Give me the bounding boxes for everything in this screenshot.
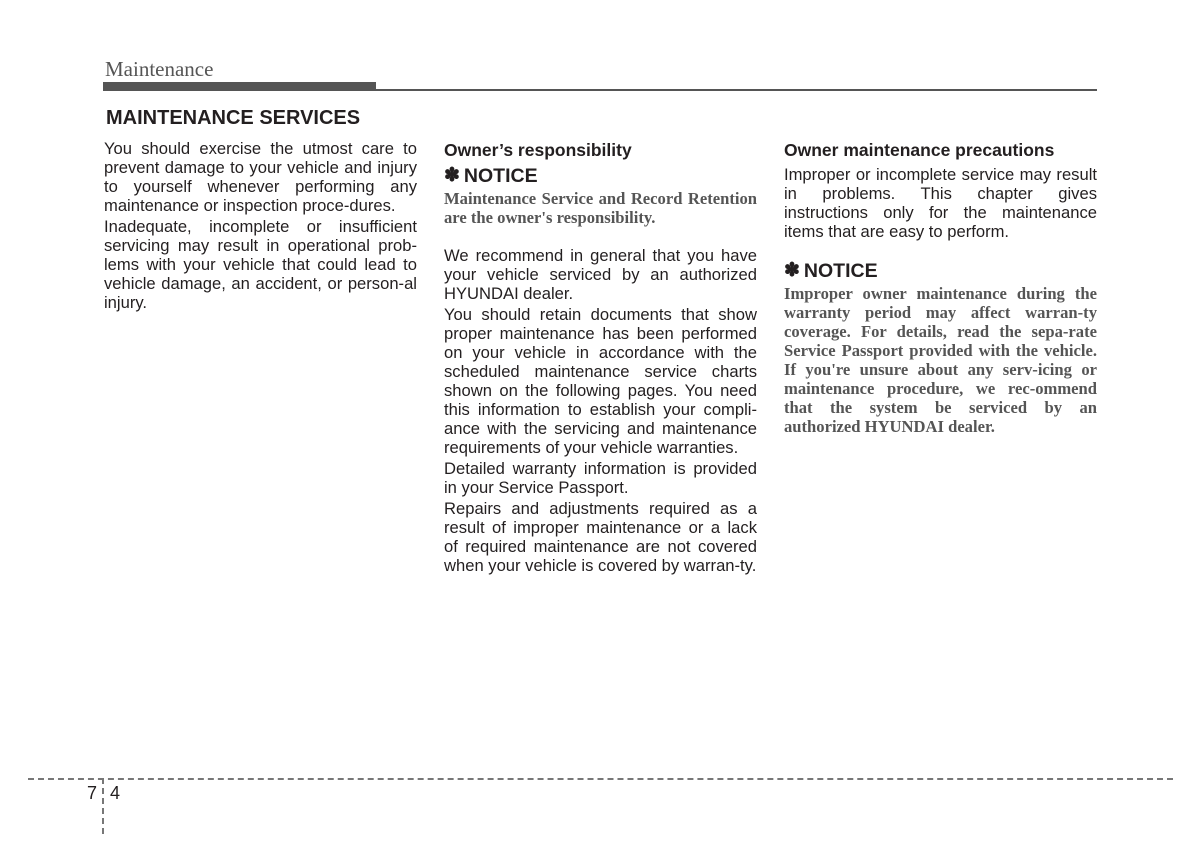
running-header-title: Maintenance: [105, 57, 214, 81]
col1-paragraph-2: Inadequate, incomplete or insufficient servicing may result in operational prob-lems with your vehicle that could lead to vehicle damage, an accident, or person-al injury.: [104, 217, 417, 312]
footer-dashed-rule: [28, 778, 1173, 780]
col2-heading: Owner’s responsibility: [444, 140, 632, 160]
col1-paragraph-1: You should exercise the utmost care to prevent damage to your vehicle and injury to yourself whenever performing any maintenance or inspection proce-dures.: [104, 139, 417, 215]
section-title: MAINTENANCE SERVICES: [106, 107, 361, 129]
col2-notice-heading: [444, 165, 757, 187]
notice-star-icon: ✽: [784, 260, 800, 281]
footer-page-divider: [102, 778, 104, 834]
col2-paragraph-3: Detailed warranty information is provided in your Service Passport.: [444, 459, 757, 497]
notice-star-icon: ✽: [444, 165, 460, 186]
page-number: 4: [110, 783, 121, 803]
col2-paragraph-2: You should retain documents that show proper maintenance has been performed on your vehicle in accordance with the scheduled maintenance service charts shown on the following pages. You need this information to establish your compli-ance with the servicing and maintenance requirements of your vehicle warranties.: [444, 305, 757, 457]
column-1: [104, 139, 417, 314]
col2-notice-text: Maintenance Service and Record Retention are the owner's responsibility.: [444, 189, 757, 227]
col3-notice-text: Improper owner maintenance during the warranty period may affect warran-ty coverage. For details, read the sepa-rate Service Passport provided with the vehicle. If you're unsure about any serv-icing or maintenance procedure, we rec-ommend that the system be serviced by an authorized HYUNDAI dealer.: [784, 284, 1097, 436]
col3-notice-heading: [784, 260, 1097, 282]
column-3: [784, 139, 1097, 438]
col2-notice-label: NOTICE: [463, 165, 538, 187]
header-rule-thin: [376, 89, 1097, 91]
col2-paragraph-1: We recommend in general that you have your vehicle serviced by an authorized HYUNDAI dealer.: [444, 246, 757, 303]
header-rule-thick: [103, 82, 376, 91]
column-2: [444, 139, 757, 577]
page-chapter-number: 7: [87, 783, 98, 803]
col2-paragraph-4: Repairs and adjustments required as a result of improper maintenance or a lack of required maintenance are not covered when your vehicle is covered by warran-ty.: [444, 499, 757, 575]
col3-paragraph: Improper or incomplete service may result in problems. This chapter gives instructions only for the maintenance items that are easy to perform.: [784, 165, 1097, 241]
col3-heading: Owner maintenance precautions: [784, 140, 1055, 160]
col3-notice-label: NOTICE: [803, 260, 878, 282]
